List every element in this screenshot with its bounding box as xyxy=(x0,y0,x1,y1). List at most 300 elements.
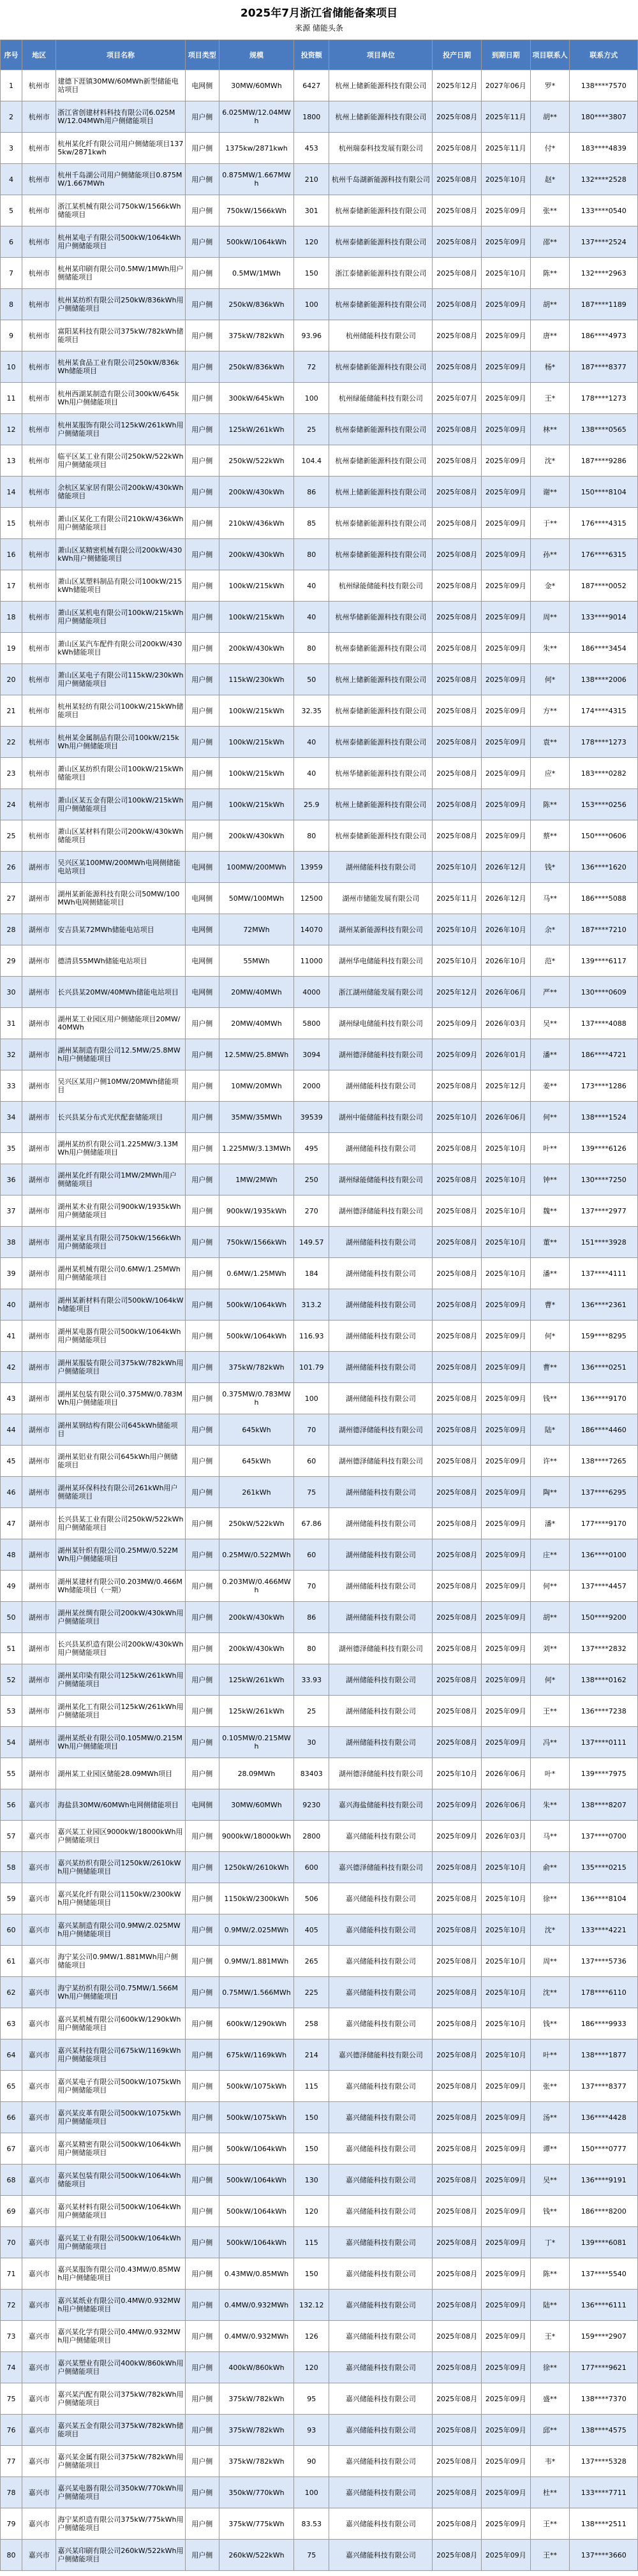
table-row xyxy=(1,1039,638,1070)
contact-phone-cell: 186****4460 xyxy=(570,1414,638,1446)
region-cell: 湖州市 xyxy=(22,1383,56,1414)
contact-phone-cell: 186****4721 xyxy=(570,1039,638,1070)
region-cell: 嘉兴市 xyxy=(22,2540,56,2571)
contact-person-cell: 张** xyxy=(530,2071,570,2102)
row-index-cell: 72 xyxy=(1,2290,22,2321)
project-company-cell: 杭州泰储新能源科技有限公司 xyxy=(329,727,433,758)
contact-phone-cell: 187****0052 xyxy=(570,570,638,602)
table-row xyxy=(1,2227,638,2258)
project-company-cell: 湖州储能科技有限公司 xyxy=(329,1539,433,1571)
row-index-cell: 35 xyxy=(1,1133,22,1164)
row-index-cell: 23 xyxy=(1,758,22,789)
contact-person-cell: 马** xyxy=(530,1821,570,1852)
project-company-cell: 嘉兴储能科技有限公司 xyxy=(329,1821,433,1852)
project-name-cell: 湖州某建材有限公司0.203MW/0.466MWh储能项目（一期） xyxy=(56,1571,185,1602)
capacity-cell: 675kW/1169kWh xyxy=(219,2039,293,2071)
table-row xyxy=(1,414,638,445)
project-name-cell: 嘉兴某服饰有限公司0.43MW/0.85MWh用户侧储能项目 xyxy=(56,2258,185,2290)
table-row xyxy=(1,1852,638,1883)
capacity-cell: 250kW/836kWh xyxy=(219,289,293,320)
contact-person-cell: 俞** xyxy=(530,1852,570,1883)
row-index-cell: 28 xyxy=(1,914,22,945)
region-cell: 嘉兴市 xyxy=(22,1821,56,1852)
project-type-cell: 用户侧 xyxy=(185,2540,219,2571)
project-name-cell: 余杭区某家居有限公司200kW/430kWh储能项目 xyxy=(56,477,185,508)
end-date-cell: 2025年09月 xyxy=(481,1602,530,1633)
project-company-cell: 湖州储能科技有限公司 xyxy=(329,1258,433,1289)
table-row xyxy=(1,70,638,101)
end-date-cell: 2026年06月 xyxy=(481,977,530,1008)
investment-cell: 14070 xyxy=(294,914,329,945)
table-row xyxy=(1,2258,638,2290)
project-type-cell: 用户侧 xyxy=(185,352,219,383)
start-date-cell: 2025年12月 xyxy=(433,977,482,1008)
row-index-cell: 21 xyxy=(1,695,22,727)
project-name-cell: 杭州某服饰有限公司125kW/261kWh用户侧储能项目 xyxy=(56,414,185,445)
region-cell: 嘉兴市 xyxy=(22,1977,56,2008)
capacity-cell: 500kW/1064kWh xyxy=(219,1321,293,1352)
contact-person-cell: 吴** xyxy=(530,2165,570,2196)
end-date-cell: 2025年09月 xyxy=(481,2102,530,2133)
table-row xyxy=(1,1508,638,1539)
contact-person-cell: 范* xyxy=(530,945,570,977)
investment-cell: 86 xyxy=(294,477,329,508)
capacity-cell: 375kW/782kWh xyxy=(219,1352,293,1383)
row-index-cell: 40 xyxy=(1,1289,22,1321)
investment-cell: 95 xyxy=(294,2383,329,2415)
table-row xyxy=(1,2321,638,2352)
investment-cell: 60 xyxy=(294,1539,329,1571)
region-cell: 嘉兴市 xyxy=(22,2446,56,2477)
region-cell: 湖州市 xyxy=(22,1352,56,1383)
project-company-cell: 杭州泰储新能源科技有限公司 xyxy=(329,195,433,226)
column-header: 序号 xyxy=(1,40,22,70)
project-company-cell: 嘉兴储能科技有限公司 xyxy=(329,2196,433,2227)
investment-cell: 100 xyxy=(294,289,329,320)
end-date-cell: 2026年12月 xyxy=(481,883,530,914)
table-row xyxy=(1,2383,638,2415)
end-date-cell: 2025年09月 xyxy=(481,820,530,852)
investment-cell: 1800 xyxy=(294,101,329,133)
end-date-cell: 2026年03月 xyxy=(481,1008,530,1039)
project-type-cell: 用户侧 xyxy=(185,2102,219,2133)
end-date-cell: 2025年09月 xyxy=(481,414,530,445)
project-company-cell: 嘉兴储能科技有限公司 xyxy=(329,2071,433,2102)
region-cell: 杭州市 xyxy=(22,758,56,789)
contact-phone-cell: 137****2524 xyxy=(570,226,638,258)
contact-person-cell: 叶** xyxy=(530,2039,570,2071)
end-date-cell: 2025年09月 xyxy=(481,1289,530,1321)
investment-cell: 40 xyxy=(294,727,329,758)
project-name-cell: 湖州某化纤有限公司1MW/2MWh用户侧储能项目 xyxy=(56,1164,185,1195)
row-index-cell: 80 xyxy=(1,2540,22,2571)
start-date-cell: 2025年08月 xyxy=(433,2133,482,2165)
table-row xyxy=(1,2415,638,2446)
project-type-cell: 用户侧 xyxy=(185,2321,219,2352)
end-date-cell: 2025年12月 xyxy=(481,1070,530,1102)
start-date-cell: 2025年08月 xyxy=(433,477,482,508)
row-index-cell: 25 xyxy=(1,820,22,852)
region-cell: 湖州市 xyxy=(22,914,56,945)
project-name-cell: 长兴县某工业有限公司250kW/522kWh用户侧储能项目 xyxy=(56,1508,185,1539)
row-index-cell: 4 xyxy=(1,164,22,195)
project-name-cell: 德清县55MWh储能电站项目 xyxy=(56,945,185,977)
investment-cell: 11000 xyxy=(294,945,329,977)
row-index-cell: 54 xyxy=(1,1727,22,1758)
start-date-cell: 2025年08月 xyxy=(433,289,482,320)
row-index-cell: 9 xyxy=(1,320,22,352)
contact-phone-cell: 178****1273 xyxy=(570,383,638,414)
capacity-cell: 1150kW/2300kWh xyxy=(219,1883,293,1914)
project-company-cell: 杭州瑞泰科技发展有限公司 xyxy=(329,133,433,164)
end-date-cell: 2025年11月 xyxy=(481,133,530,164)
contact-person-cell: 赵* xyxy=(530,164,570,195)
investment-cell: 116.93 xyxy=(294,1321,329,1352)
start-date-cell: 2025年08月 xyxy=(433,1852,482,1883)
row-index-cell: 18 xyxy=(1,602,22,633)
investment-cell: 75 xyxy=(294,1477,329,1508)
region-cell: 嘉兴市 xyxy=(22,1914,56,1946)
project-company-cell: 湖州绿能储能科技有限公司 xyxy=(329,1164,433,1195)
row-index-cell: 6 xyxy=(1,226,22,258)
project-name-cell: 嘉兴某包装有限公司500kW/1064kWh储能项目 xyxy=(56,2165,185,2196)
project-type-cell: 用户侧 xyxy=(185,1289,219,1321)
contact-phone-cell: 138****0162 xyxy=(570,1664,638,1696)
start-date-cell: 2025年08月 xyxy=(433,2165,482,2196)
table-row xyxy=(1,1602,638,1633)
investment-cell: 40 xyxy=(294,758,329,789)
investment-cell: 506 xyxy=(294,1883,329,1914)
investment-cell: 80 xyxy=(294,1633,329,1664)
region-cell: 嘉兴市 xyxy=(22,2258,56,2290)
project-type-cell: 用户侧 xyxy=(185,1508,219,1539)
start-date-cell: 2025年08月 xyxy=(433,1571,482,1602)
table-row xyxy=(1,2196,638,2227)
project-name-cell: 富阳某科技有限公司375kW/782kWh储能项目 xyxy=(56,320,185,352)
table-row xyxy=(1,695,638,727)
project-type-cell: 用户侧 xyxy=(185,1914,219,1946)
end-date-cell: 2025年11月 xyxy=(481,101,530,133)
table-row xyxy=(1,789,638,820)
project-company-cell: 杭州华储新能源科技有限公司 xyxy=(329,602,433,633)
project-company-cell: 杭州绿能储能科技有限公司 xyxy=(329,570,433,602)
project-type-cell: 用户侧 xyxy=(185,2352,219,2383)
contact-phone-cell: 139****7975 xyxy=(570,1758,638,1789)
capacity-cell: 0.4MW/0.932MWh xyxy=(219,2290,293,2321)
capacity-cell: 600kW/1290kWh xyxy=(219,2008,293,2039)
contact-phone-cell: 138****2006 xyxy=(570,664,638,695)
investment-cell: 258 xyxy=(294,2008,329,2039)
capacity-cell: 9000kW/18000kWh xyxy=(219,1821,293,1852)
start-date-cell: 2025年08月 xyxy=(433,2508,482,2540)
project-name-cell: 临平区某工业有限公司250kW/522kWh用户侧储能项目 xyxy=(56,445,185,477)
project-company-cell: 杭州泰储新能源科技有限公司 xyxy=(329,445,433,477)
investment-cell: 70 xyxy=(294,1414,329,1446)
investment-cell: 83.53 xyxy=(294,2508,329,2540)
project-company-cell: 湖州华电储能科技有限公司 xyxy=(329,945,433,977)
contact-phone-cell: 187****9286 xyxy=(570,445,638,477)
contact-phone-cell: 136****9170 xyxy=(570,1383,638,1414)
capacity-cell: 1250kW/2610kWh xyxy=(219,1852,293,1883)
capacity-cell: 500kW/1064kWh xyxy=(219,2133,293,2165)
investment-cell: 70 xyxy=(294,1571,329,1602)
row-index-cell: 78 xyxy=(1,2477,22,2508)
capacity-cell: 6.025MW/12.04MWh xyxy=(219,101,293,133)
end-date-cell: 2025年09月 xyxy=(481,602,530,633)
table-row xyxy=(1,820,638,852)
row-index-cell: 65 xyxy=(1,2071,22,2102)
end-date-cell: 2025年09月 xyxy=(481,2383,530,2415)
project-company-cell: 湖州德泽储能科技有限公司 xyxy=(329,1758,433,1789)
project-company-cell: 湖州德泽储能科技有限公司 xyxy=(329,1633,433,1664)
project-type-cell: 用户侧 xyxy=(185,1883,219,1914)
project-type-cell: 用户侧 xyxy=(185,2196,219,2227)
start-date-cell: 2025年08月 xyxy=(433,1883,482,1914)
project-name-cell: 杭州某金属制品有限公司100kW/215kWh用户侧储能项目 xyxy=(56,727,185,758)
row-index-cell: 22 xyxy=(1,727,22,758)
start-date-cell: 2025年08月 xyxy=(433,758,482,789)
contact-person-cell: 陆** xyxy=(530,2290,570,2321)
end-date-cell: 2025年09月 xyxy=(481,664,530,695)
project-company-cell: 杭州泰储新能源科技有限公司 xyxy=(329,633,433,664)
start-date-cell: 2025年08月 xyxy=(433,727,482,758)
row-index-cell: 12 xyxy=(1,414,22,445)
project-company-cell: 湖州储能科技有限公司 xyxy=(329,1727,433,1758)
project-type-cell: 用户侧 xyxy=(185,383,219,414)
end-date-cell: 2025年09月 xyxy=(481,2196,530,2227)
contact-person-cell: 庄** xyxy=(530,1539,570,1571)
end-date-cell: 2025年09月 xyxy=(481,1383,530,1414)
project-company-cell: 嘉兴德泽储能科技有限公司 xyxy=(329,1852,433,1883)
project-company-cell: 杭州上储新能源科技有限公司 xyxy=(329,477,433,508)
investment-cell: 120 xyxy=(294,2352,329,2383)
region-cell: 湖州市 xyxy=(22,1133,56,1164)
project-company-cell: 嘉兴储能科技有限公司 xyxy=(329,2227,433,2258)
region-cell: 杭州市 xyxy=(22,570,56,602)
contact-person-cell: 邱** xyxy=(530,2415,570,2446)
contact-phone-cell: 137****4111 xyxy=(570,1258,638,1289)
end-date-cell: 2025年09月 xyxy=(481,758,530,789)
end-date-cell: 2025年10月 xyxy=(481,1852,530,1883)
row-index-cell: 74 xyxy=(1,2352,22,2383)
region-cell: 湖州市 xyxy=(22,1758,56,1789)
end-date-cell: 2026年06月 xyxy=(481,1102,530,1133)
contact-phone-cell: 137****0700 xyxy=(570,1821,638,1852)
project-type-cell: 用户侧 xyxy=(185,508,219,539)
investment-cell: 214 xyxy=(294,2039,329,2071)
contact-phone-cell: 138****1524 xyxy=(570,1102,638,1133)
end-date-cell: 2025年09月 xyxy=(481,2352,530,2383)
table-row xyxy=(1,2039,638,2071)
capacity-cell: 250kW/522kWh xyxy=(219,445,293,477)
contact-person-cell: 王* xyxy=(530,383,570,414)
project-type-cell: 用户侧 xyxy=(185,1321,219,1352)
contact-person-cell: 王* xyxy=(530,2321,570,2352)
contact-phone-cell: 186****4973 xyxy=(570,320,638,352)
project-company-cell: 杭州泰储新能源科技有限公司 xyxy=(329,539,433,570)
region-cell: 湖州市 xyxy=(22,1258,56,1289)
capacity-cell: 350kW/770kWh xyxy=(219,2477,293,2508)
project-company-cell: 嘉兴储能科技有限公司 xyxy=(329,2321,433,2352)
project-company-cell: 嘉兴储能科技有限公司 xyxy=(329,2258,433,2290)
contact-person-cell: 余* xyxy=(530,914,570,945)
end-date-cell: 2025年09月 xyxy=(481,1352,530,1383)
contact-person-cell: 韦* xyxy=(530,2446,570,2477)
start-date-cell: 2025年08月 xyxy=(433,1164,482,1195)
investment-cell: 80 xyxy=(294,633,329,664)
table-row xyxy=(1,1696,638,1727)
start-date-cell: 2025年09月 xyxy=(433,1789,482,1821)
capacity-cell: 100kW/215kWh xyxy=(219,602,293,633)
contact-person-cell: 钱** xyxy=(530,2196,570,2227)
contact-phone-cell: 180****3807 xyxy=(570,101,638,133)
region-cell: 杭州市 xyxy=(22,602,56,633)
region-cell: 湖州市 xyxy=(22,1008,56,1039)
contact-person-cell: 沈* xyxy=(530,445,570,477)
start-date-cell: 2025年08月 xyxy=(433,1977,482,2008)
end-date-cell: 2025年09月 xyxy=(481,1633,530,1664)
project-name-cell: 杭州某纺织有限公司250kW/836kWh用户侧储能项目 xyxy=(56,289,185,320)
investment-cell: 130 xyxy=(294,2165,329,2196)
project-name-cell: 嘉兴某机械有限公司600kW/1290kWh用户侧储能项目 xyxy=(56,2008,185,2039)
investment-cell: 39539 xyxy=(294,1102,329,1133)
end-date-cell: 2025年09月 xyxy=(481,445,530,477)
start-date-cell: 2025年08月 xyxy=(433,602,482,633)
project-name-cell: 萧山区某汽车配件有限公司200kW/430kWh储能项目 xyxy=(56,633,185,664)
region-cell: 杭州市 xyxy=(22,445,56,477)
contact-person-cell: 林** xyxy=(530,414,570,445)
project-name-cell: 嘉兴某材料有限公司500kW/1064kWh用户侧储能项目 xyxy=(56,2196,185,2227)
start-date-cell: 2025年08月 xyxy=(433,445,482,477)
capacity-cell: 200kW/430kWh xyxy=(219,539,293,570)
region-cell: 湖州市 xyxy=(22,1446,56,1477)
investment-cell: 12500 xyxy=(294,883,329,914)
start-date-cell: 2025年08月 xyxy=(433,226,482,258)
project-company-cell: 嘉兴储能科技有限公司 xyxy=(329,1914,433,1946)
region-cell: 湖州市 xyxy=(22,1039,56,1070)
contact-phone-cell: 137****0111 xyxy=(570,1727,638,1758)
investment-cell: 126 xyxy=(294,2321,329,2352)
project-company-cell: 杭州千岛湖新能源科技有限公司 xyxy=(329,164,433,195)
project-company-cell: 嘉兴储能科技有限公司 xyxy=(329,2383,433,2415)
project-name-cell: 杭州千岛湖公司用户侧储能项目0.875MW/1.667MWh xyxy=(56,164,185,195)
end-date-cell: 2025年09月 xyxy=(481,1446,530,1477)
contact-person-cell: 王** xyxy=(530,2508,570,2540)
contact-phone-cell: 186****9933 xyxy=(570,2008,638,2039)
capacity-cell: 100kW/215kWh xyxy=(219,789,293,820)
start-date-cell: 2025年10月 xyxy=(433,1102,482,1133)
end-date-cell: 2025年09月 xyxy=(481,789,530,820)
project-type-cell: 用户侧 xyxy=(185,2477,219,2508)
project-name-cell: 杭州某印刷有限公司0.5MW/1MWh用户侧储能项目 xyxy=(56,258,185,289)
start-date-cell: 2025年08月 xyxy=(433,101,482,133)
table-row xyxy=(1,1414,638,1446)
investment-cell: 101.79 xyxy=(294,1352,329,1383)
region-cell: 湖州市 xyxy=(22,1602,56,1633)
column-header: 到期日期 xyxy=(481,40,530,70)
column-header: 项目联系人 xyxy=(530,40,570,70)
end-date-cell: 2025年09月 xyxy=(481,1539,530,1571)
contact-person-cell: 唐** xyxy=(530,320,570,352)
row-index-cell: 64 xyxy=(1,2039,22,2071)
investment-cell: 85 xyxy=(294,508,329,539)
investment-cell: 225 xyxy=(294,1977,329,2008)
project-name-cell: 海盐县30MW/60MWh电网侧储能项目 xyxy=(56,1789,185,1821)
start-date-cell: 2025年08月 xyxy=(433,1477,482,1508)
start-date-cell: 2025年08月 xyxy=(433,664,482,695)
table-row xyxy=(1,1883,638,1914)
row-index-cell: 75 xyxy=(1,2383,22,2415)
investment-cell: 132.12 xyxy=(294,2290,329,2321)
project-name-cell: 湖州某电器有限公司500kW/1064kWh用户侧储能项目 xyxy=(56,1321,185,1352)
investment-cell: 75 xyxy=(294,2540,329,2571)
region-cell: 杭州市 xyxy=(22,352,56,383)
start-date-cell: 2025年10月 xyxy=(433,914,482,945)
row-index-cell: 32 xyxy=(1,1039,22,1070)
contact-person-cell: 谢** xyxy=(530,477,570,508)
investment-cell: 149.57 xyxy=(294,1227,329,1258)
project-type-cell: 电网侧 xyxy=(185,914,219,945)
project-company-cell: 嘉兴储能科技有限公司 xyxy=(329,2415,433,2446)
contact-phone-cell: 139****6126 xyxy=(570,1133,638,1164)
start-date-cell: 2025年08月 xyxy=(433,2071,482,2102)
start-date-cell: 2025年10月 xyxy=(433,1758,482,1789)
start-date-cell: 2025年08月 xyxy=(433,820,482,852)
contact-person-cell: 朱** xyxy=(530,1789,570,1821)
project-company-cell: 嘉兴储能科技有限公司 xyxy=(329,2446,433,2477)
row-index-cell: 59 xyxy=(1,1883,22,1914)
contact-person-cell: 潘* xyxy=(530,1508,570,1539)
project-company-cell: 湖州储能科技有限公司 xyxy=(329,1133,433,1164)
row-index-cell: 43 xyxy=(1,1383,22,1414)
table-row xyxy=(1,633,638,664)
project-name-cell: 嘉兴某五金有限公司375kW/782kWh储能项目 xyxy=(56,2415,185,2446)
project-company-cell: 杭州上储新能源科技有限公司 xyxy=(329,101,433,133)
end-date-cell: 2025年09月 xyxy=(481,289,530,320)
project-type-cell: 用户侧 xyxy=(185,195,219,226)
investment-cell: 25.9 xyxy=(294,789,329,820)
contact-phone-cell: 177****9170 xyxy=(570,1508,638,1539)
contact-person-cell: 叶* xyxy=(530,1758,570,1789)
project-type-cell: 用户侧 xyxy=(185,2258,219,2290)
project-name-cell: 湖州某化工有限公司125kW/261kWh用户侧储能项目 xyxy=(56,1696,185,1727)
contact-phone-cell: 186****8200 xyxy=(570,2196,638,2227)
row-index-cell: 69 xyxy=(1,2196,22,2227)
region-cell: 嘉兴市 xyxy=(22,2290,56,2321)
capacity-cell: 1375kw/2871kwh xyxy=(219,133,293,164)
project-name-cell: 湖州某针织有限公司0.25MW/0.522MWh用户侧储能项目 xyxy=(56,1539,185,1571)
contact-phone-cell: 137****2977 xyxy=(570,1195,638,1227)
table-row xyxy=(1,1352,638,1383)
row-index-cell: 14 xyxy=(1,477,22,508)
contact-phone-cell: 137****5540 xyxy=(570,2258,638,2290)
row-index-cell: 73 xyxy=(1,2321,22,2352)
row-index-cell: 56 xyxy=(1,1789,22,1821)
contact-person-cell: 付* xyxy=(530,133,570,164)
region-cell: 杭州市 xyxy=(22,695,56,727)
page-title: 2025年7月浙江省储能备案项目 xyxy=(240,7,398,20)
region-cell: 嘉兴市 xyxy=(22,2008,56,2039)
region-cell: 湖州市 xyxy=(22,1696,56,1727)
project-company-cell: 湖州储能科技有限公司 xyxy=(329,1383,433,1414)
region-cell: 湖州市 xyxy=(22,977,56,1008)
project-type-cell: 用户侧 xyxy=(185,1602,219,1633)
table-row xyxy=(1,1446,638,1477)
contact-phone-cell: 137****5328 xyxy=(570,2446,638,2477)
project-name-cell: 海宁某织造有限公司375kW/775kWh用户侧储能项目 xyxy=(56,2508,185,2540)
region-cell: 嘉兴市 xyxy=(22,2039,56,2071)
table-row xyxy=(1,570,638,602)
